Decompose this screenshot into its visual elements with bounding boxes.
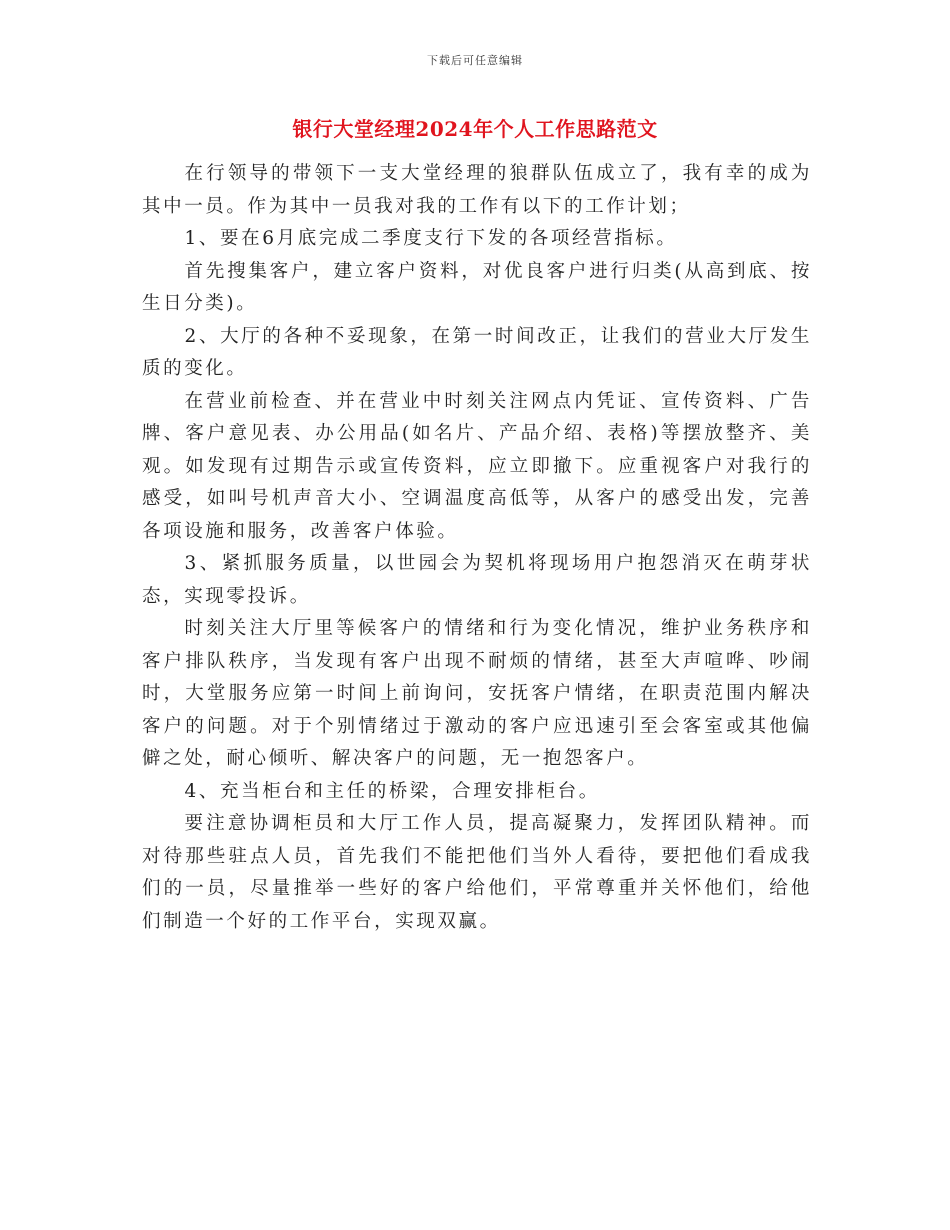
paragraph: 要注意协调柜员和大厅工作人员，提高凝聚力，发挥团队精神。而对待那些驻点人员，首先我们不能把他们当外人看待，要把他们看成我们的一员，尽量推举一些好的客户给他们，平常尊重并关怀他们，给他们制造一个好的工作平台，实现双赢。 xyxy=(142,813,812,932)
paragraph: 1、要在6月底完成二季度支行下发的各项经营指标。 xyxy=(184,228,678,249)
page-header-note: 下载后可任意编辑 xyxy=(427,54,523,67)
document-title: 银行大堂经理2024年个人工作思路范文 xyxy=(292,117,658,141)
paragraph: 在营业前检查、并在营业中时刻关注网点内凭证、宣传资料、广告牌、客户意见表、办公用品(如名片、产品介绍、表格)等摆放整齐、美观。如发现有过期告示或宣传资料，应立即撤下。应重视客户对我行的感受，如叫号机声音大小、空调温度高低等，从客户的感受出发，完善各项设施和服务，改善客户体验。 xyxy=(142,390,812,542)
paragraph: 4、充当柜台和主任的桥梁，合理安排柜台。 xyxy=(184,780,600,802)
document-body xyxy=(142,158,812,938)
paragraph: 3、紧抓服务质量，以世园会为契机将现场用户抱怨消灭在萌芽状态，实现零投诉。 xyxy=(142,553,812,607)
paragraph: 2、大厅的各种不妥现象，在第一时间改正，让我们的营业大厅发生质的变化。 xyxy=(142,325,812,379)
paragraph: 时刻关注大厅里等候客户的情绪和行为变化情况，维护业务秩序和客户排队秩序，当发现有客户出现不耐烦的情绪，甚至大声喧哗、吵闹时，大堂服务应第一时间上前询问，安抚客户情绪，在职责范围内解决客户的问题。对于个别情绪过于激动的客户应迅速引至会客室或其他偏僻之处，耐心倾听、解决客户的问题，无一抱怨客户。 xyxy=(142,618,812,769)
paragraph: 首先搜集客户，建立客户资料，对优良客户进行归类(从高到底、按生日分类)。 xyxy=(142,260,812,314)
paragraph: 在行领导的带领下一支大堂经理的狼群队伍成立了，我有幸的成为其中一员。作为其中一员我对我的工作有以下的工作计划； xyxy=(142,163,812,217)
